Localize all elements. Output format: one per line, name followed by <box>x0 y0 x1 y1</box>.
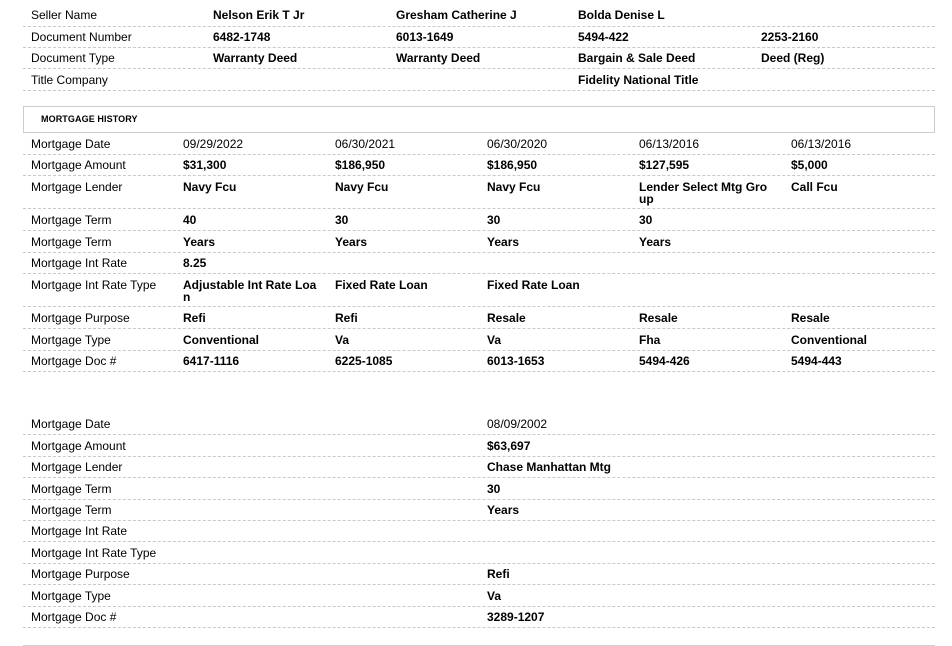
mortgage-amount-cell: $5,000 <box>791 158 828 172</box>
row-label-document-number: Document Number <box>31 30 132 44</box>
mortgage-doc-cell: 5494-443 <box>791 354 842 368</box>
mortgage-term-unit-cell: Years <box>487 503 520 517</box>
seller-name-cell: Gresham Catherine J <box>396 8 517 22</box>
mortgage-lender-cell: Navy Fcu <box>183 180 237 194</box>
mortgage-type-cell: Va <box>487 333 502 347</box>
document-number-cell: 2253-2160 <box>761 30 819 44</box>
mortgage-term-unit-cell: Years <box>639 235 672 249</box>
row-label-seller-name: Seller Name <box>31 8 98 22</box>
row-label-mortgage-amount: Mortgage Amount <box>31 439 126 453</box>
row-label-title-company: Title Company <box>31 73 108 87</box>
document-type-cell: Deed (Reg) <box>761 51 825 65</box>
document-type-cell: Warranty Deed <box>213 51 298 65</box>
mortgage-lender-cell: Navy Fcu <box>487 180 541 194</box>
row-label-document-type: Document Type <box>31 51 115 65</box>
mortgage-term-cell: 30 <box>639 213 653 227</box>
mortgage-lender-cell: Call Fcu <box>791 180 838 194</box>
row-label-mortgage-term: Mortgage Term <box>31 482 112 496</box>
mortgage-purpose-cell: Resale <box>791 311 830 325</box>
seller-name-cell: Nelson Erik T Jr <box>213 8 305 22</box>
mortgage-int-rate-type-cell: Adjustable Int Rate Loa n <box>183 278 317 304</box>
mortgage-purpose-cell: Refi <box>487 567 510 581</box>
row-label-mortgage-lender: Mortgage Lender <box>31 460 123 474</box>
mortgage-lender-cell: Chase Manhattan Mtg <box>487 460 612 474</box>
mortgage-term-cell: 30 <box>335 213 349 227</box>
mortgage-amount-cell: $31,300 <box>183 158 227 172</box>
row-label-mortgage-type: Mortgage Type <box>31 589 111 603</box>
mortgage-doc-cell: 6417-1116 <box>183 354 240 368</box>
mortgage-date-cell: 09/29/2022 <box>183 137 244 151</box>
document-type-cell: Bargain & Sale Deed <box>578 51 696 65</box>
mortgage-purpose-cell: Resale <box>639 311 678 325</box>
document-number-cell: 6482-1748 <box>213 30 271 44</box>
mortgage-purpose-cell: Resale <box>487 311 526 325</box>
mortgage-type-cell: Conventional <box>183 333 260 347</box>
row-label-mortgage-amount: Mortgage Amount <box>31 158 126 172</box>
row-label-mortgage-doc: Mortgage Doc # <box>31 354 117 368</box>
row-label-mortgage-purpose: Mortgage Purpose <box>31 567 130 581</box>
title-company-cell: Fidelity National Title <box>578 73 699 87</box>
mortgage-int-rate-type-cell: Fixed Rate Loan <box>335 278 428 292</box>
mortgage-term-unit-cell: Years <box>335 235 368 249</box>
mortgage-history-header <box>23 106 935 133</box>
row-label-mortgage-int-rate: Mortgage Int Rate <box>31 256 128 270</box>
mortgage-date-cell: 08/09/2002 <box>487 417 548 431</box>
row-label-mortgage-term: Mortgage Term <box>31 213 112 227</box>
mortgage-type-cell: Conventional <box>791 333 868 347</box>
mortgage-int-rate-type-cell: Fixed Rate Loan <box>487 278 580 292</box>
mortgage-doc-cell: 5494-426 <box>639 354 690 368</box>
row-label-mortgage-type: Mortgage Type <box>31 333 111 347</box>
mortgage-type-cell: Va <box>487 589 502 603</box>
document-type-cell: Warranty Deed <box>396 51 481 65</box>
row-label-mortgage-int-rate: Mortgage Int Rate <box>31 524 128 538</box>
document-number-cell: 5494-422 <box>578 30 629 44</box>
seller-name-cell: Bolda Denise L <box>578 8 665 22</box>
mortgage-type-cell: Va <box>335 333 350 347</box>
mortgage-amount-cell: $186,950 <box>487 158 538 172</box>
section-title: MORTGAGE HISTORY <box>41 114 138 124</box>
mortgage-doc-cell: 6225-1085 <box>335 354 393 368</box>
row-label-mortgage-lender: Mortgage Lender <box>31 180 123 194</box>
row-label-mortgage-int-rate-type: Mortgage Int Rate Type <box>31 278 157 292</box>
mortgage-amount-cell: $127,595 <box>639 158 690 172</box>
mortgage-date-cell: 06/30/2020 <box>487 137 548 151</box>
mortgage-lender-cell: Navy Fcu <box>335 180 389 194</box>
document-number-cell: 6013-1649 <box>396 30 454 44</box>
mortgage-term-cell: 40 <box>183 213 197 227</box>
mortgage-purpose-cell: Refi <box>183 311 206 325</box>
mortgage-doc-cell: 6013-1653 <box>487 354 545 368</box>
mortgage-term-unit-cell: Years <box>487 235 520 249</box>
mortgage-purpose-cell: Refi <box>335 311 358 325</box>
row-label-mortgage-term-unit: Mortgage Term <box>31 503 112 517</box>
mortgage-int-rate-cell: 8.25 <box>183 256 207 270</box>
mortgage-term-unit-cell: Years <box>183 235 216 249</box>
row-label-mortgage-date: Mortgage Date <box>31 137 111 151</box>
mortgage-date-cell: 06/13/2016 <box>791 137 852 151</box>
mortgage-term-cell: 30 <box>487 213 501 227</box>
row-label-mortgage-int-rate-type: Mortgage Int Rate Type <box>31 546 157 560</box>
mortgage-type-cell: Fha <box>639 333 661 347</box>
mortgage-lender-cell: Lender Select Mtg Gro up <box>639 180 768 206</box>
row-label-mortgage-purpose: Mortgage Purpose <box>31 311 130 325</box>
mortgage-amount-cell: $186,950 <box>335 158 386 172</box>
mortgage-amount-cell: $63,697 <box>487 439 531 453</box>
mortgage-date-cell: 06/30/2021 <box>335 137 396 151</box>
mortgage-doc-cell: 3289-1207 <box>487 610 545 624</box>
row-label-mortgage-date: Mortgage Date <box>31 417 111 431</box>
mortgage-term-cell: 30 <box>487 482 501 496</box>
row-label-mortgage-doc: Mortgage Doc # <box>31 610 117 624</box>
row-label-mortgage-term-unit: Mortgage Term <box>31 235 112 249</box>
mortgage-date-cell: 06/13/2016 <box>639 137 700 151</box>
